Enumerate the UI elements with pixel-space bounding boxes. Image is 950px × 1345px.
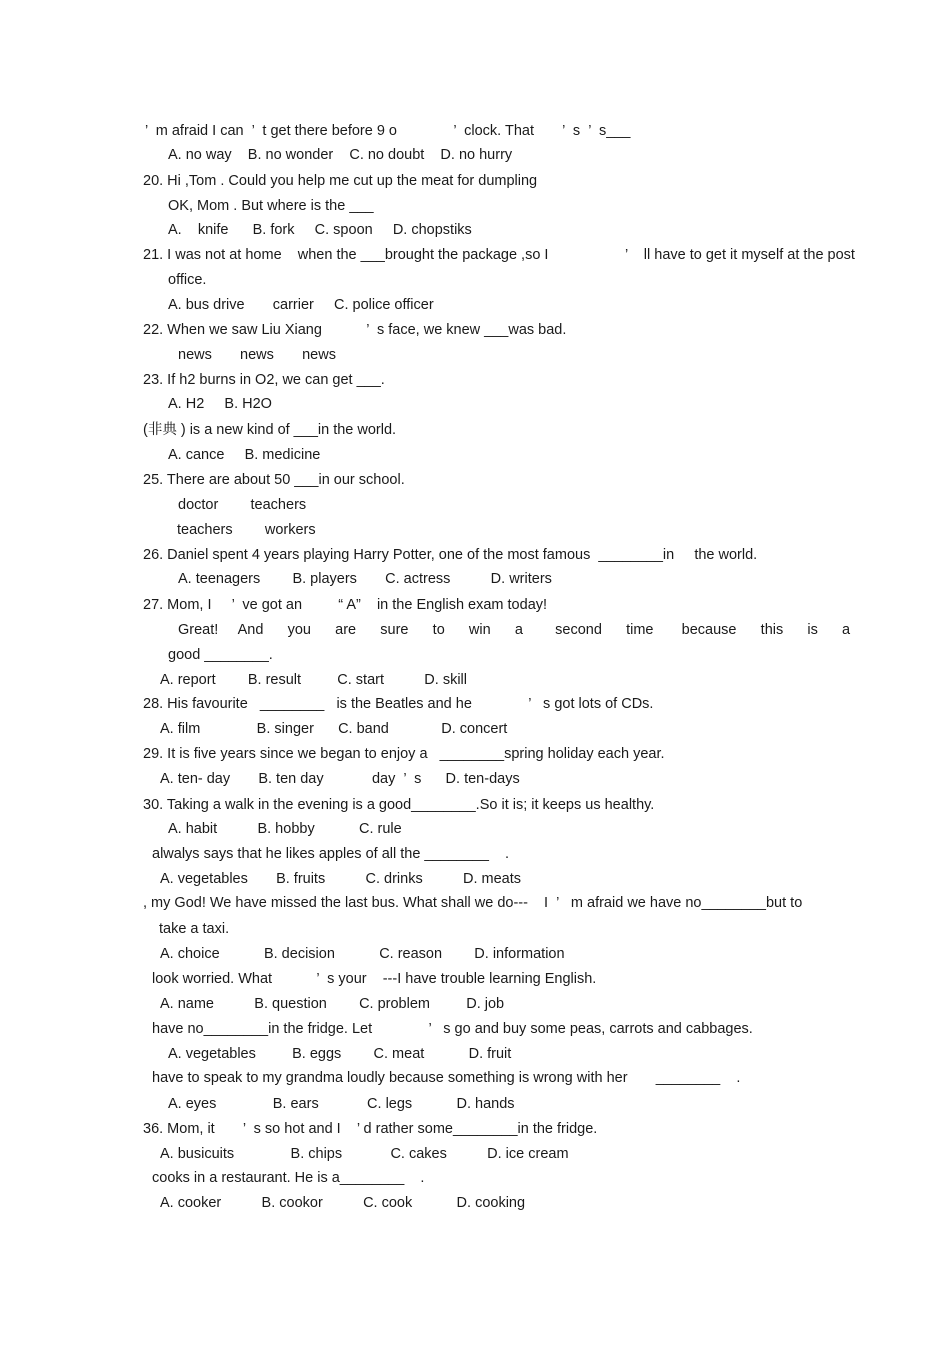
question-23-options: A. H2 B. H2O	[168, 396, 272, 412]
question-22-options: news news news	[178, 347, 336, 363]
question-25-options-row2: teachers workers	[177, 522, 316, 538]
question-36-stem: 36. Mom, it ’ s so hot and I ’ d rather some________in the fridge.	[143, 1121, 598, 1137]
question-35-stem: have to speak to my grandma loudly because something is wrong with her ________ .	[152, 1070, 741, 1086]
question-27-stem: 27. Mom, I ’ ve got an “ A” in the English exam today!	[143, 597, 548, 613]
question-25-options-row1: doctor teachers	[178, 497, 307, 513]
question-20-options: A. knife B. fork C. spoon D. chopstiks	[168, 222, 472, 238]
question-24-stem: (非典 ) is a new kind of ___in the world.	[143, 422, 397, 438]
question-26-stem: 26. Daniel spent 4 years playing Harry Potter, one of the most famous ________in the world.	[143, 547, 758, 563]
question-21-options: A. bus drive carrier C. police officer	[168, 297, 434, 313]
question-31-stem: alwalys says that he likes apples of all the ________ .	[152, 846, 510, 862]
question-25-stem: 25. There are about 50 ___in our school.	[143, 472, 405, 488]
question-21-stem: 21. I was not at home when the ___brought the package ,so I ’ ll have to get it myself at the post	[143, 247, 855, 263]
question-24-options: A. cance B. medicine	[168, 447, 321, 463]
question-19-stem: ’ m afraid I can ’ t get there before 9 o ’ clock. That ’ s ’ s___	[145, 123, 631, 139]
question-31-options: A. vegetables B. fruits C. drinks D. meats	[160, 871, 522, 887]
question-20-stem: 20. Hi ,Tom . Could you help me cut up the meat for dumpling	[143, 173, 538, 189]
question-32-stem: , my God! We have missed the last bus. What shall we do--- I ’ m afraid we have no________but to	[143, 895, 803, 911]
question-29-options: A. ten- day B. ten day day ’ s D. ten-days	[160, 771, 520, 787]
question-30-options: A. habit B. hobby C. rule	[168, 821, 402, 837]
question-27-reply: Great! And you are sure to win a second time because this is a	[178, 622, 851, 638]
question-30-stem: 30. Taking a walk in the evening is a good________.So it is; it keeps us healthy.	[143, 797, 655, 813]
question-33-options: A. name B. question C. problem D. job	[160, 996, 505, 1012]
question-37-stem: cooks in a restaurant. He is a________ .	[152, 1170, 425, 1186]
question-28-stem: 28. His favourite ________ is the Beatles and he ’ s got lots of CDs.	[143, 696, 654, 712]
question-22-stem: 22. When we saw Liu Xiang ’ s face, we knew ___was bad.	[143, 322, 567, 338]
question-33-stem: look worried. What ’ s your ---I have trouble learning English.	[152, 971, 597, 987]
question-26-options: A. teenagers B. players C. actress D. writers	[178, 571, 552, 587]
question-21-stem-cont: office.	[168, 272, 207, 288]
question-28-options: A. film B. singer C. band D. concert	[160, 721, 508, 737]
question-20-reply: OK, Mom . But where is the ___	[168, 198, 374, 214]
question-34-stem: have no________in the fridge. Let ’ s go and buy some peas, carrots and cabbages.	[152, 1021, 753, 1037]
question-27-options: A. report B. result C. start D. skill	[160, 672, 467, 688]
question-36-options: A. busicuits B. chips C. cakes D. ice cream	[160, 1146, 569, 1162]
question-19-options: A. no way B. no wonder C. no doubt D. no hurry	[168, 147, 513, 163]
question-32-stem-cont: take a taxi.	[159, 921, 230, 937]
question-35-options: A. eyes B. ears C. legs D. hands	[168, 1096, 515, 1112]
question-37-options: A. cooker B. cookor C. cook D. cooking	[160, 1195, 526, 1211]
question-34-options: A. vegetables B. eggs C. meat D. fruit	[168, 1046, 512, 1062]
question-27-reply-cont: good ________.	[168, 647, 273, 663]
question-29-stem: 29. It is five years since we began to enjoy a ________spring holiday each year.	[143, 746, 665, 762]
question-23-stem: 23. If h2 burns in O2, we can get ___.	[143, 372, 385, 388]
question-32-options: A. choice B. decision C. reason D. information	[160, 946, 565, 962]
